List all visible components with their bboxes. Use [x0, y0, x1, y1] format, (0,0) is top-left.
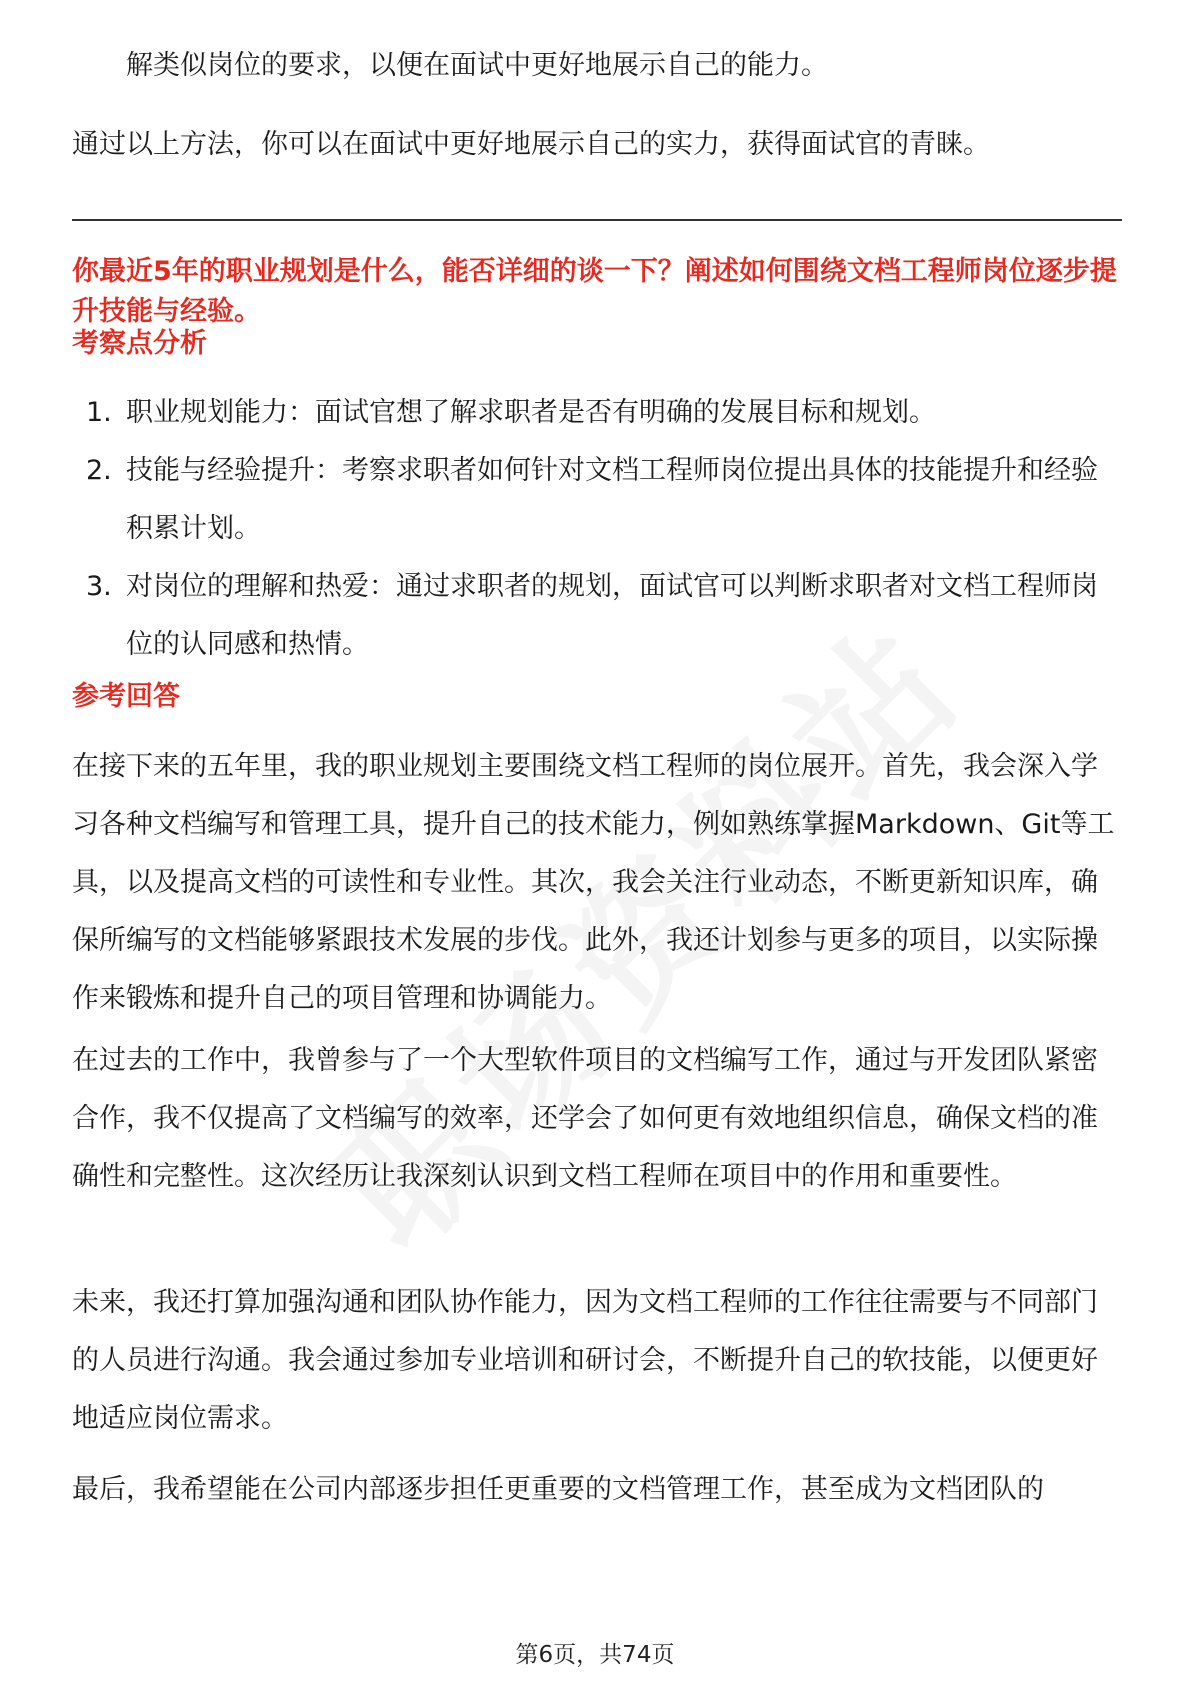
question-heading: 你最近5年的职业规划是什么，能否详细的谈一下？阐述如何围绕文档工程师岗位逐步提升技能与经验。 [72, 256, 1117, 327]
analysis-list [72, 384, 1122, 674]
list-item-text: 职业规划能力：面试官想了解求职者是否有明确的发展目标和规划。 [126, 397, 936, 428]
intro-continuation: 解类似岗位的要求，以便在面试中更好地展示自己的能力。 [126, 50, 828, 81]
analysis-heading: 考察点分析 [72, 328, 207, 359]
document-page [72, 0, 1122, 1684]
list-number: 3. [86, 571, 112, 602]
answer-heading: 参考回答 [72, 681, 180, 712]
answer-paragraph: 在过去的工作中，我曾参与了一个大型软件项目的文档编写工作，通过与开发团队紧密合作，我不仅提高了文档编写的效率，还学会了如何更有效地组织信息，确保文档的准确性和完整性。这次经历让我深刻认识到文档工程师在项目中的作用和重要性。 [72, 1045, 1098, 1192]
list-item [72, 558, 1122, 674]
list-item [72, 442, 1122, 558]
list-item-text: 技能与经验提升：考察求职者如何针对文档工程师岗位提出具体的技能提升和经验积累计划。 [126, 455, 1098, 544]
page-number: 第6页，共74页 [515, 1642, 675, 1668]
list-item [72, 384, 1122, 442]
list-item-text: 对岗位的理解和热爱：通过求职者的规划，面试官可以判断求职者对文档工程师岗位的认同感和热情。 [126, 571, 1098, 660]
intro-conclusion: 通过以上方法，你可以在面试中更好地展示自己的实力，获得面试官的青睐。 [72, 129, 990, 160]
section-divider [72, 219, 1122, 221]
list-number: 1. [86, 397, 112, 428]
answer-paragraph: 在接下来的五年里，我的职业规划主要围绕文档工程师的岗位展开。首先，我会深入学习各种文档编写和管理工具，提升自己的技术能力，例如熟练掌握Markdown、Git等工具，以及提高文档的可读性和专业性。其次，我会关注行业动态，不断更新知识库，确保所编写的文档能够紧跟技术发展的步伐。此外，我还计划参与更多的项目，以实际操作来锻炼和提升自己的项目管理和协调能力。 [72, 751, 1115, 1014]
answer-paragraph: 最后，我希望能在公司内部逐步担任更重要的文档管理工作，甚至成为文档团队的 [72, 1474, 1044, 1505]
answer-paragraph: 未来，我还打算加强沟通和团队协作能力，因为文档工程师的工作往往需要与不同部门的人员进行沟通。我会通过参加专业培训和研讨会，不断提升自己的软技能，以便更好地适应岗位需求。 [72, 1287, 1098, 1434]
list-number: 2. [86, 455, 112, 486]
